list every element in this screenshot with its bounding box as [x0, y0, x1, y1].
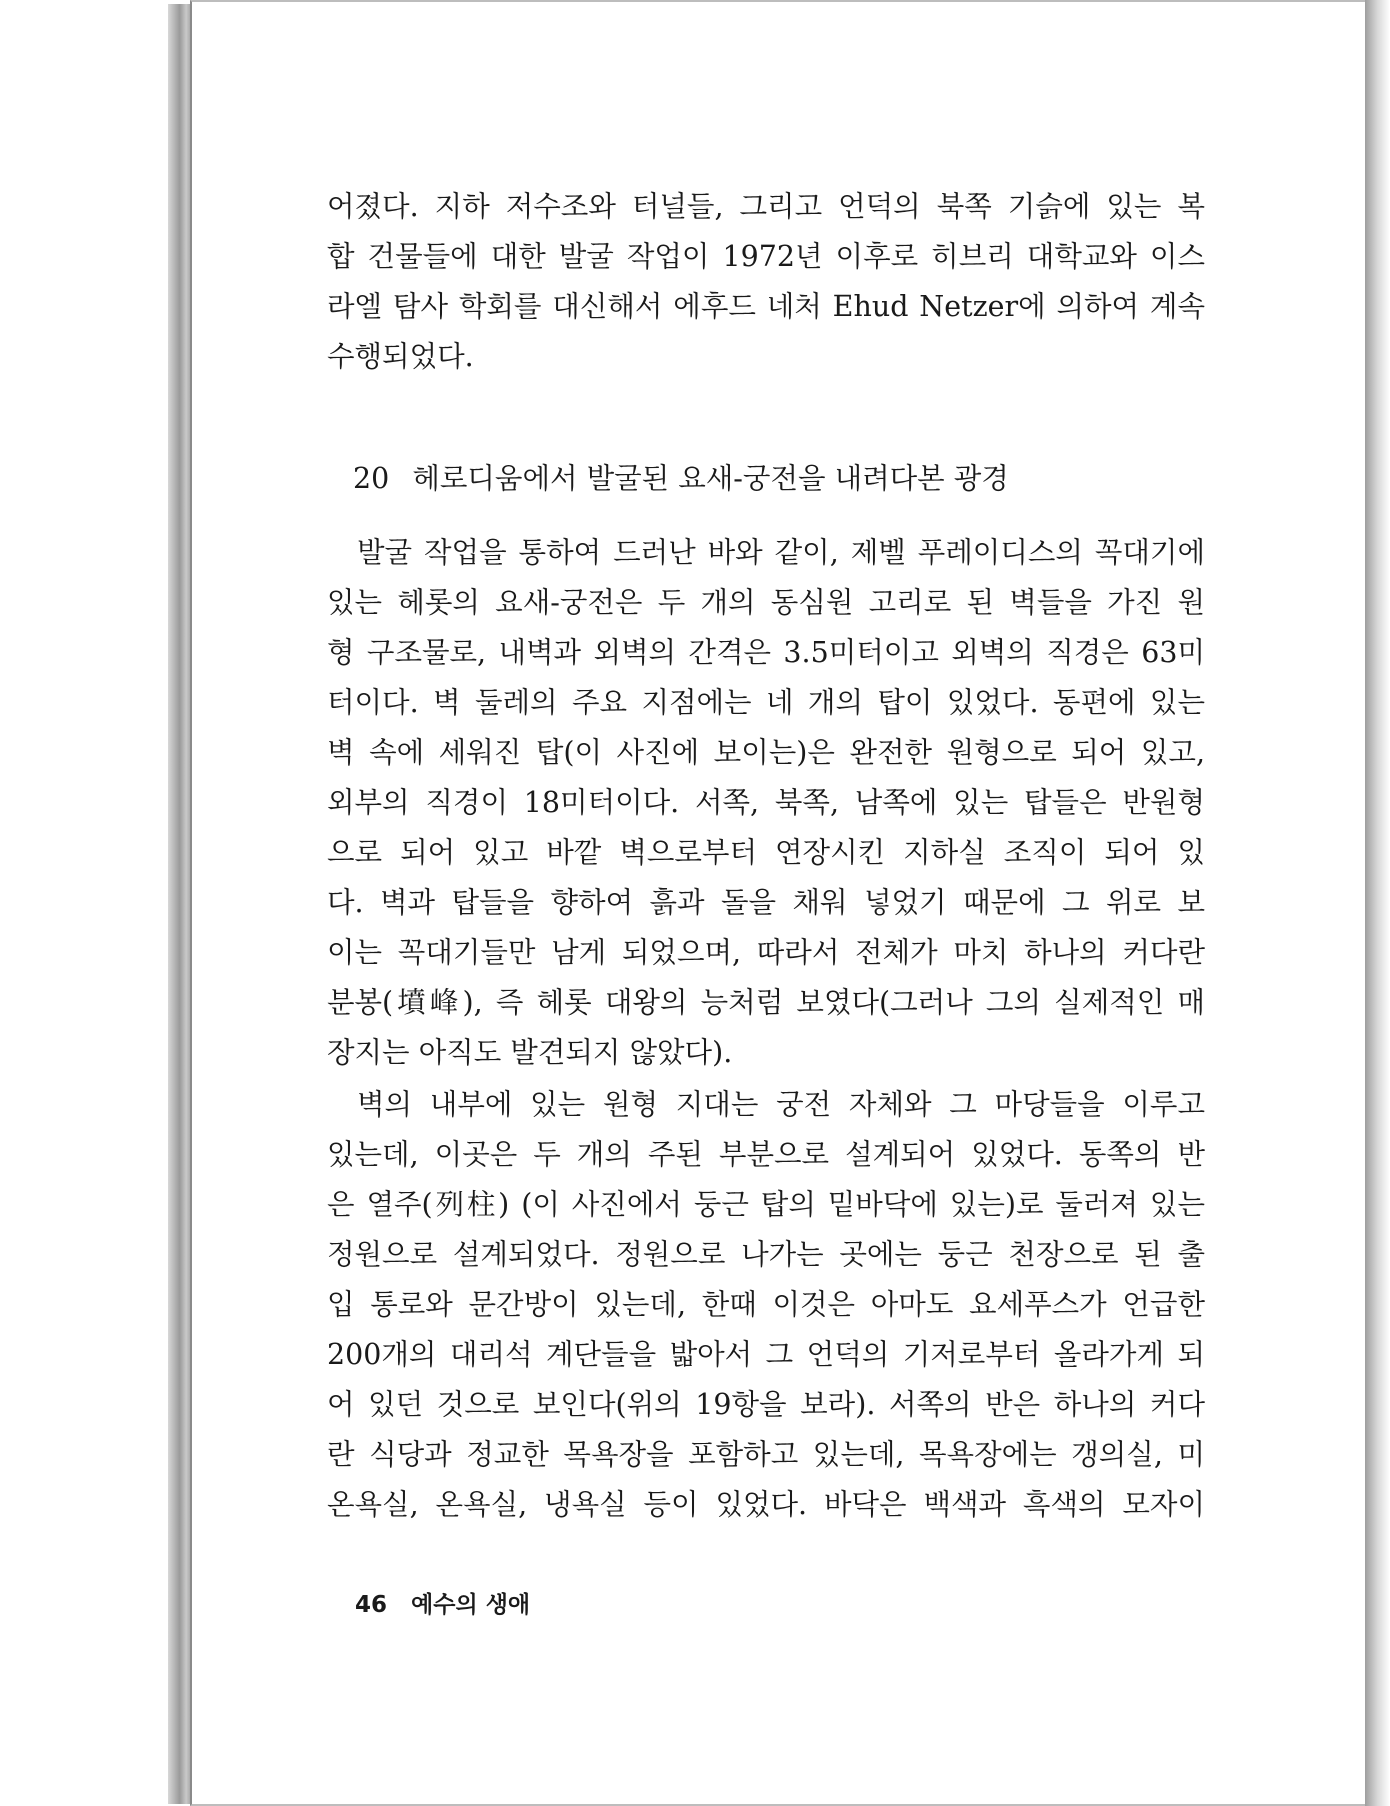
text-line: 합 건물들에 대한 발굴 작업이 1972년 이후로 히브리 대학교와 이스: [327, 240, 1205, 273]
text-line: 장지는 아직도 발견되지 않았다).: [327, 1036, 733, 1069]
section-title: 헤로디움에서 발굴된 요새-궁전을 내려다본 광경: [412, 462, 1009, 495]
text-line: 다. 벽과 탑들을 향하여 흙과 돌을 채워 넣었기 때문에 그 위로 보: [327, 886, 1205, 919]
text-line: 온욕실, 온욕실, 냉욕실 등이 있었다. 바닥은 백색과 흑색의 모자이: [327, 1488, 1205, 1521]
text-line: 정원으로 설계되었다. 정원으로 나가는 곳에는 둥근 천장으로 된 출: [327, 1238, 1205, 1271]
text-line: 으로 되어 있고 바깥 벽으로부터 연장시킨 지하실 조직이 되어 있: [327, 836, 1205, 869]
text-line: 어졌다. 지하 저수조와 터널들, 그리고 언덕의 북쪽 기슭에 있는 복: [327, 190, 1205, 223]
text-line: 어 있던 것으로 보인다(위의 19항을 보라). 서쪽의 반은 하나의 커다: [327, 1388, 1205, 1421]
text-line: 200개의 대리석 계단들을 밟아서 그 언덕의 기저로부터 올라가게 되: [327, 1338, 1205, 1371]
text-line: 은 열주(列柱) (이 사진에서 둥근 탑의 밑바닥에 있는)로 둘러져 있는: [327, 1188, 1205, 1221]
text-line: 라엘 탐사 학회를 대신해서 에후드 네처 Ehud Netzer에 의하여 계속: [327, 290, 1205, 323]
intro-paragraph: [327, 182, 1205, 382]
text-line: 입 통로와 문간방이 있는데, 한때 이것은 아마도 요세푸스가 언급한: [327, 1288, 1205, 1321]
text-line: 이는 꼭대기들만 남게 되었으며, 따라서 전체가 마치 하나의 커다란: [327, 936, 1205, 969]
text-line: 란 식당과 정교한 목욕장을 포함하고 있는데, 목욕장에는 갱의실, 미: [327, 1438, 1205, 1471]
section-number: 20: [353, 462, 390, 495]
section-heading: [353, 454, 1009, 504]
text-line: 수행되었다.: [327, 340, 474, 373]
text-line: 외부의 직경이 18미터이다. 서쪽, 북쪽, 남쪽에 있는 탑들은 반원형: [327, 786, 1205, 819]
text-line: 형 구조물로, 내벽과 외벽의 간격은 3.5미터이고 외벽의 직경은 63미: [327, 636, 1205, 669]
book-title: 예수의 생애: [411, 1592, 531, 1618]
text-line: 벽의 내부에 있는 원형 지대는 궁전 자체와 그 마당들을 이루고: [357, 1088, 1205, 1121]
paragraph-2: [327, 1080, 1205, 1530]
page-shadow: [1365, 0, 1390, 1806]
text-line: 발굴 작업을 통하여 드러난 바와 같이, 제벨 푸레이디스의 꼭대기에: [357, 536, 1205, 569]
paragraph-1: [327, 528, 1205, 1078]
text-line: 벽 속에 세워진 탑(이 사진에 보이는)은 완전한 원형으로 되어 있고,: [327, 736, 1205, 769]
page-footer: [355, 1586, 530, 1619]
text-line: 있는데, 이곳은 두 개의 주된 부분으로 설계되어 있었다. 동쪽의 반: [327, 1138, 1205, 1171]
text-line: 터이다. 벽 둘레의 주요 지점에는 네 개의 탑이 있었다. 동편에 있는: [327, 686, 1205, 719]
text-line: 분봉(墳峰), 즉 헤롯 대왕의 능처럼 보였다(그러나 그의 실제적인 매: [327, 986, 1205, 1019]
text-line: 있는 헤롯의 요새-궁전은 두 개의 동심원 고리로 된 벽들을 가진 원: [327, 586, 1205, 619]
page-number: 46: [355, 1592, 388, 1618]
